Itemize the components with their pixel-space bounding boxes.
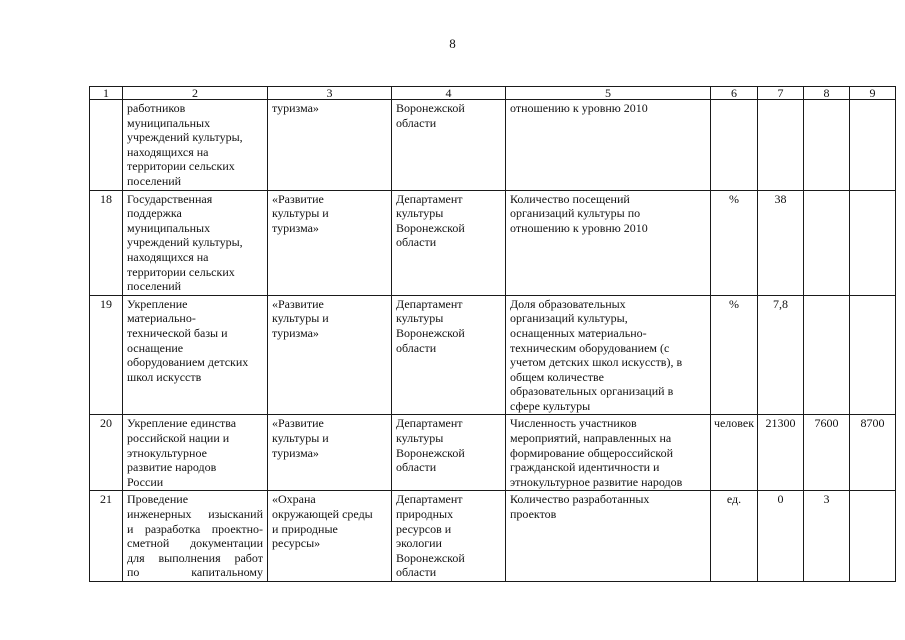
cell-line: школ искусств — [127, 369, 202, 384]
measure-cell — [123, 190, 268, 295]
cell-line: культуры — [396, 431, 444, 446]
cell-line: находящихся на — [127, 249, 209, 264]
cell-line: образовательных организаций в — [510, 384, 674, 399]
cell-line: организаций культуры, — [510, 311, 628, 326]
cell-line: оснащенных материально- — [510, 325, 647, 340]
cell-line: Воронежской — [396, 220, 465, 235]
cell-line: России — [127, 474, 164, 489]
unit-cell: % — [711, 295, 758, 415]
table-row — [90, 491, 896, 582]
cell-line: муниципальных — [127, 115, 211, 130]
table-row — [90, 295, 896, 415]
cell-line: гражданской идентичности и — [510, 460, 660, 475]
cell-line: муниципальных — [127, 220, 211, 235]
header-cell: 9 — [850, 87, 896, 100]
cell-line: учреждений культуры, — [127, 235, 243, 250]
value-cell-8 — [804, 100, 850, 191]
cell-line: культуры и — [272, 311, 329, 326]
cell-line: Количество разработанных — [510, 492, 650, 507]
cell-line: культуры и — [272, 431, 329, 446]
cell-line: поселений — [127, 279, 182, 294]
program-cell — [268, 295, 392, 415]
value-cell-7: 38 — [758, 190, 804, 295]
row-number — [90, 100, 123, 191]
indicator-cell — [506, 491, 711, 582]
cell-line: находящихся на — [127, 144, 209, 159]
cell-line: отношению к уровню 2010 — [510, 101, 648, 115]
cell-line: оснащение — [127, 340, 184, 355]
cell-line: материально- — [127, 311, 196, 326]
header-cell: 6 — [711, 87, 758, 100]
executor-cell — [392, 491, 506, 582]
cell-line: учетом детских школ искусств), в — [510, 355, 683, 370]
indicator-cell — [506, 100, 711, 191]
cell-line: Численность участников — [510, 416, 637, 431]
cell-line: культуры — [396, 311, 444, 326]
cell-line: развитие народов — [127, 460, 217, 475]
cell-line: Департамент — [396, 296, 463, 311]
cell-line: «Развитие — [272, 416, 324, 431]
cell-line: «Развитие — [272, 296, 324, 311]
executor-cell — [392, 415, 506, 491]
header-cell: 4 — [392, 87, 506, 100]
cell-line: Укрепление — [127, 296, 188, 311]
cell-line: ресурсы» — [272, 536, 321, 551]
cell-line: «Развитие — [272, 191, 324, 206]
cell-line: общем количестве — [510, 369, 604, 384]
cell-line: поселений — [127, 173, 182, 188]
cell-line: туризма» — [272, 445, 319, 460]
executor-cell — [392, 100, 506, 191]
cell-line: Департамент — [396, 416, 463, 431]
program-cell — [268, 491, 392, 582]
cell-line: Укрепление единства — [127, 416, 237, 431]
cell-line: сфере культуры — [510, 398, 591, 413]
cell-line: окружающей среды — [272, 507, 373, 522]
measure-cell — [123, 491, 268, 582]
table-row — [90, 100, 896, 191]
program-cell — [268, 190, 392, 295]
cell-line: оборудованием детских — [127, 355, 249, 370]
cell-line: туризма» — [272, 325, 319, 340]
value-cell-9 — [850, 491, 896, 582]
cell-line: российской нации и — [127, 431, 230, 446]
unit-cell: ед. — [711, 491, 758, 582]
cell-line: организаций культуры по — [510, 206, 641, 221]
measure-cell — [123, 415, 268, 491]
cell-line: мероприятий, направленных на — [510, 431, 672, 446]
cell-line: области — [396, 340, 437, 355]
cell-line: территории сельских — [127, 159, 235, 174]
cell-line: Государственная — [127, 191, 213, 206]
cell-line: области — [396, 565, 437, 580]
cell-line: учреждений культуры, — [127, 130, 243, 145]
value-cell-9 — [850, 100, 896, 191]
value-cell-7 — [758, 100, 804, 191]
cell-line: поддержка — [127, 206, 182, 221]
cell-line: Доля образовательных — [510, 296, 626, 311]
value-cell-7: 21300 — [758, 415, 804, 491]
page-number: 8 — [449, 36, 456, 51]
cell-line: Проведение — [127, 492, 189, 507]
header-cell: 2 — [123, 87, 268, 100]
cell-line: туризма» — [272, 220, 319, 235]
cell-line: сметной документации — [127, 536, 263, 551]
header-cell: 1 — [90, 87, 123, 100]
cell-line: ресурсов и — [396, 521, 452, 536]
program-cell — [268, 100, 392, 191]
row-number: 20 — [90, 415, 123, 491]
cell-line: Департамент — [396, 492, 463, 507]
cell-line: культуры и — [272, 206, 329, 221]
measure-cell — [123, 100, 268, 191]
cell-line: инженерных изысканий — [127, 507, 263, 522]
cell-line: и разработка проектно- — [127, 521, 263, 536]
cell-line: этнокультурное — [127, 445, 207, 460]
cell-line: экологии — [396, 536, 442, 551]
cell-line: области — [396, 115, 437, 130]
cell-line: отношению к уровню 2010 — [510, 220, 648, 235]
header-cell: 5 — [506, 87, 711, 100]
row-number: 21 — [90, 491, 123, 582]
cell-line: Департамент — [396, 191, 463, 206]
executor-cell — [392, 190, 506, 295]
indicator-cell — [506, 295, 711, 415]
value-cell-9 — [850, 190, 896, 295]
cell-line: Воронежской — [396, 550, 465, 565]
cell-line: Воронежской — [396, 101, 465, 115]
executor-cell — [392, 295, 506, 415]
indicators-table — [89, 86, 896, 582]
cell-line: территории сельских — [127, 264, 235, 279]
header-cell: 8 — [804, 87, 850, 100]
value-cell-8 — [804, 295, 850, 415]
unit-cell: человек — [711, 415, 758, 491]
row-number: 19 — [90, 295, 123, 415]
unit-cell — [711, 100, 758, 191]
cell-line: по капитальному — [127, 565, 263, 580]
cell-line: и природные — [272, 521, 338, 536]
cell-line: области — [396, 460, 437, 475]
value-cell-8: 3 — [804, 491, 850, 582]
indicator-cell — [506, 415, 711, 491]
value-cell-7: 7,8 — [758, 295, 804, 415]
unit-cell: % — [711, 190, 758, 295]
cell-line: Воронежской — [396, 445, 465, 460]
cell-line: этнокультурное развитие народов — [510, 474, 683, 489]
cell-line: проектов — [510, 507, 557, 522]
measure-cell — [123, 295, 268, 415]
cell-line: техническим оборудованием (с — [510, 340, 670, 355]
cell-line: туризма» — [272, 101, 319, 115]
table-row — [90, 190, 896, 295]
header-cell: 7 — [758, 87, 804, 100]
cell-line: работников — [127, 101, 186, 115]
table-header-row — [90, 87, 896, 100]
value-cell-9 — [850, 295, 896, 415]
row-number: 18 — [90, 190, 123, 295]
indicator-cell — [506, 190, 711, 295]
cell-line: Воронежской — [396, 325, 465, 340]
cell-line: Количество посещений — [510, 191, 630, 206]
cell-line: «Охрана — [272, 492, 316, 507]
value-cell-8: 7600 — [804, 415, 850, 491]
value-cell-7: 0 — [758, 491, 804, 582]
cell-line: технической базы и — [127, 325, 228, 340]
cell-line: области — [396, 235, 437, 250]
cell-line: природных — [396, 507, 454, 522]
value-cell-8 — [804, 190, 850, 295]
table-row — [90, 415, 896, 491]
value-cell-9: 8700 — [850, 415, 896, 491]
cell-line: для выполнения работ — [127, 550, 263, 565]
program-cell — [268, 415, 392, 491]
cell-line: культуры — [396, 206, 444, 221]
cell-line: формирование общероссийской — [510, 445, 674, 460]
header-cell: 3 — [268, 87, 392, 100]
